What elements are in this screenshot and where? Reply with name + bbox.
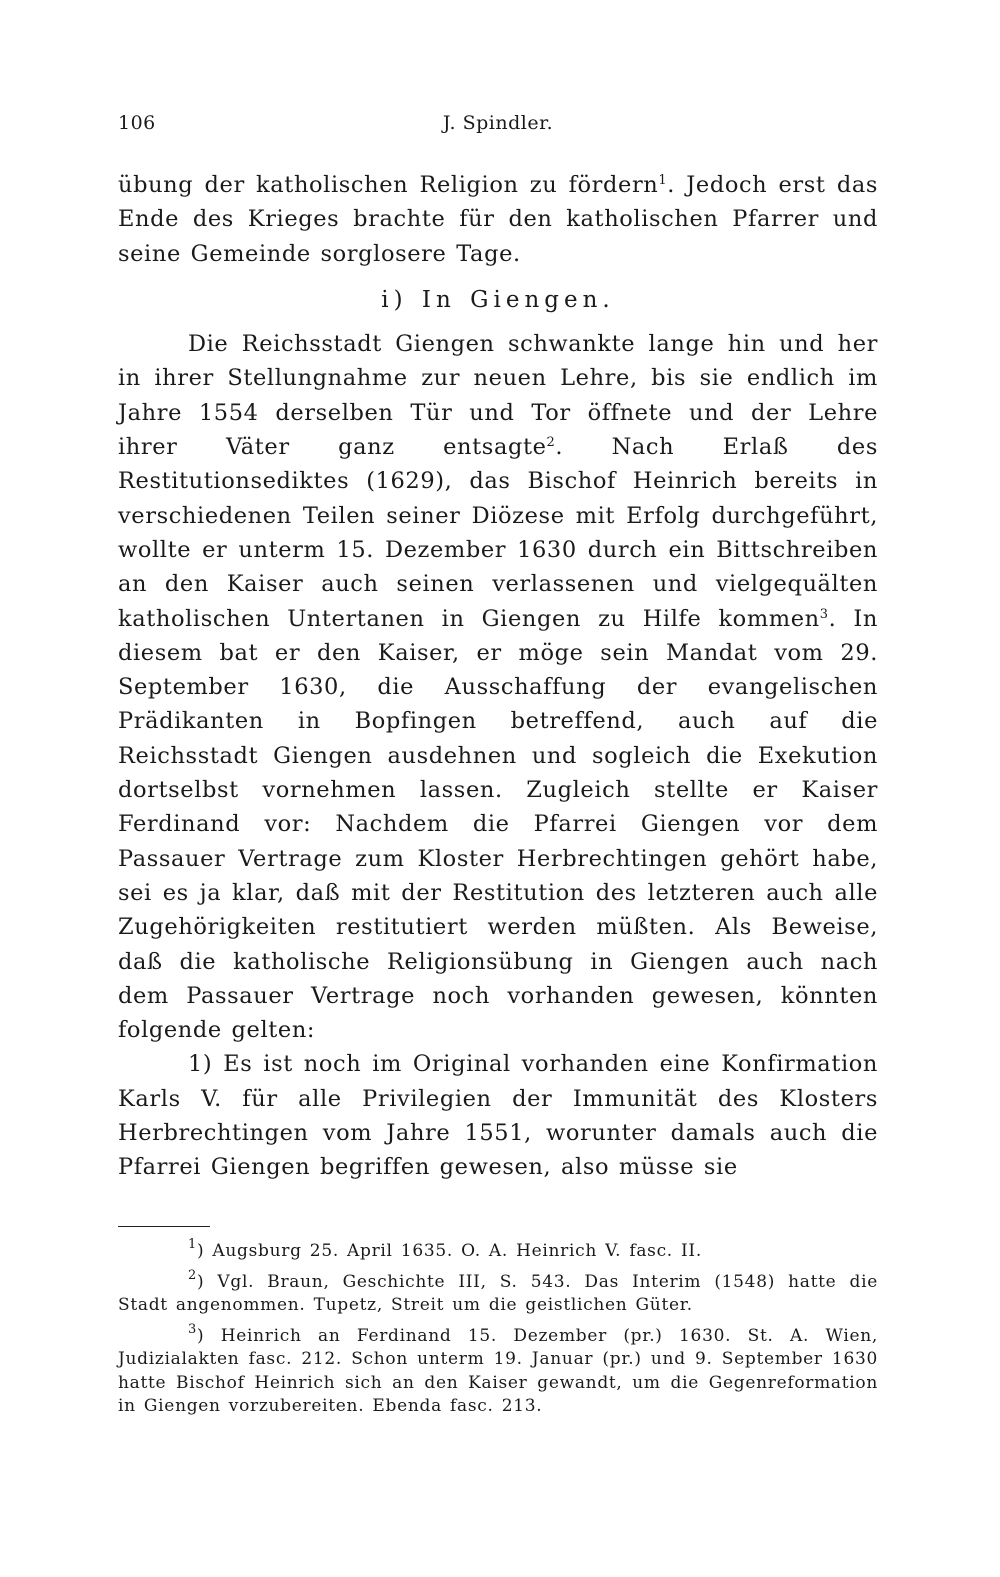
section-heading: i) In Giengen. xyxy=(381,286,615,313)
paragraph-2-part-b: . Nach Erlaß des Restitutionsediktes (1629), das Bischof Heinrich bereits in verschiedenen Teilen seiner Diözese mit Erfolg durchgeführt, wollte er unterm 15. Dezember 1630 durch ein Bittschreiben an den Kaiser auch seinen verlassenen und vielgequälten katholischen Untertanen in Giengen zu Hilfe kommen xyxy=(118,434,878,632)
footnote-2-text: Vgl. Braun, Geschichte III, S. 543. Das Interim (1548) hatte die Stadt angenommen. Tupetz, Streit um die geistlichen Güter. xyxy=(118,1271,878,1315)
paragraph-2 xyxy=(118,327,878,1047)
paragraph-1 xyxy=(118,168,878,271)
footnote-1-marker: 1 xyxy=(188,1237,197,1252)
footnote-1-text: Augsburg 25. April 1635. O. A. Heinrich V. fasc. II. xyxy=(212,1241,702,1261)
paragraph-1-text: übung der katholischen Religion zu fördern xyxy=(118,172,659,198)
footnote-3-text: Heinrich an Ferdinand 15. Dezember (pr.) 1630. St. A. Wien, Judizialakten fasc. 212. Schon unterm 19. Januar (pr.) und 9. September 1630 hatte Bischof Heinrich sich an den Kaiser gewandt, um die Gegenreformation in Giengen vorzubereiten. Ebenda fasc. 213. xyxy=(118,1325,878,1416)
paragraph-2-part-a: Die Reichsstadt Giengen schwankte lange hin und her in ihrer Stellungnahme zur neuen Lehre, bis sie endlich im Jahre 1554 derselben Tür und Tor öffnete und der Lehre ihrer Väter ganz entsagte xyxy=(118,331,878,461)
running-head xyxy=(118,112,878,142)
footnote-ref-2: 2 xyxy=(546,435,556,451)
body-text xyxy=(118,168,878,1185)
footnote-1: $^1$) Augsburg 25. April 1635. O. A. Heinrich V. fasc. II. xyxy=(188,1237,702,1261)
paragraph-3: 1) Es ist noch im Original vorhanden eine Konfirmation Karls V. für alle Privilegien der Immunität des Klosters Herbrechtingen vom Jahre 1551, worunter damals auch die Pfarrei Giengen begriffen gewesen, also müsse sie xyxy=(118,1051,878,1181)
footnote-rule xyxy=(118,1226,210,1227)
footnote-3-marker: 3 xyxy=(188,1321,197,1337)
footnote-2-marker: 2 xyxy=(188,1267,197,1283)
paragraph-1-tail: . Jedoch erst das Ende des Krieges brachte für den katholischen Pfarrer und seine Gemeinde sorglosere Tage. xyxy=(118,172,878,267)
page-number: 106 xyxy=(118,112,156,134)
running-title: J. Spindler. xyxy=(442,112,554,134)
footnote-2: $^2$) Vgl. Braun, Geschichte III, S. 543. Das Interim (1548) hatte die Stadt angenommen. Tupetz, Streit um die geistlichen Güter. xyxy=(118,1267,878,1315)
footnote-3: $^3$) Heinrich an Ferdinand 15. Dezember (pr.) 1630. St. A. Wien, Judizialakten fasc. 212. Schon unterm 19. Januar (pr.) und 9. September 1630 hatte Bischof Heinrich sich an den Kaiser gewandt, um die Gegenreformation in Giengen vorzubereiten. Ebenda fasc. 213. xyxy=(118,1321,878,1416)
footnotes xyxy=(118,1237,878,1426)
footnote-ref-1: 1 xyxy=(658,173,668,188)
footnote-ref-3: 3 xyxy=(819,606,829,622)
paragraph-2-part-c: . In diesem bat er den Kaiser, er möge sein Mandat vom 29. September 1630, die Ausschaffung der evangelischen Prädikanten in Bopfingen betreffend, auch auf die Reichsstadt Giengen ausdehnen und sogleich die Exekution dortselbst vornehmen lassen. Zugleich stellte er Kaiser Ferdinand vor: Nachdem die Pfarrei Giengen vor dem Passauer Vertrage zum Kloster Herbrechtingen gehört habe, sei es ja klar, daß mit der Restitution des letzteren auch alle Zugehörigkeiten restitutiert werden müßten. Als Beweise, daß die katholische Religionsübung in Giengen auch nach dem Passauer Vertrage noch vorhanden gewesen, könnten folgende gelten: xyxy=(118,605,878,1044)
